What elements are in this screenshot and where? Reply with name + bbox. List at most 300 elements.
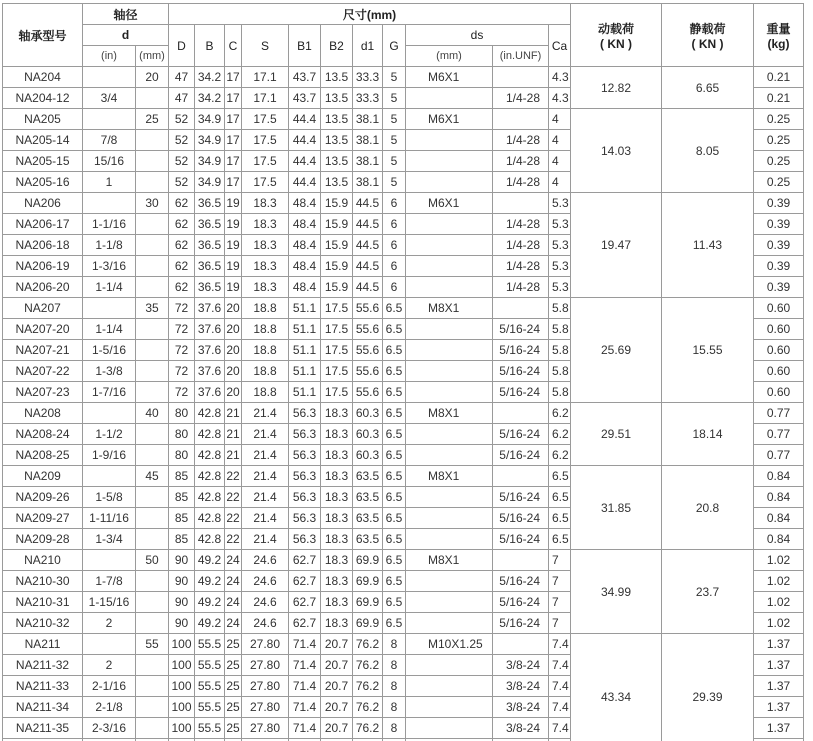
cell-ds-unf: 3/8-24 bbox=[493, 676, 549, 697]
col-C-header: C bbox=[225, 25, 242, 67]
cell-weight: 1.37 bbox=[754, 634, 804, 655]
cell-bore-mm bbox=[136, 88, 169, 109]
cell-ds-unf: 5/16-24 bbox=[493, 487, 549, 508]
cell-bore-in bbox=[83, 193, 136, 214]
cell-C: 19 bbox=[225, 277, 242, 298]
cell-D: 85 bbox=[169, 508, 195, 529]
cell-bore-mm bbox=[136, 340, 169, 361]
model-header: 轴承型号 bbox=[3, 4, 83, 67]
cell-dynamic-load: 14.03 bbox=[571, 109, 662, 193]
cell-D: 52 bbox=[169, 130, 195, 151]
cell-B1: 56.3 bbox=[289, 466, 321, 487]
cell-ds-mm bbox=[406, 529, 493, 550]
cell-B1: 56.3 bbox=[289, 403, 321, 424]
cell-ds-mm: M10X1.25 bbox=[406, 634, 493, 655]
bore-header: 轴径 bbox=[83, 4, 169, 25]
static-load-label: 静载荷 bbox=[689, 21, 726, 36]
cell-ds-unf bbox=[493, 109, 549, 130]
cell-weight: 0.25 bbox=[754, 109, 804, 130]
cell-B1: 71.4 bbox=[289, 634, 321, 655]
cell-B1: 44.4 bbox=[289, 172, 321, 193]
cell-ds-unf: 1/4-28 bbox=[493, 256, 549, 277]
cell-Ca: 5.8 bbox=[549, 361, 571, 382]
cell-bore-mm bbox=[136, 487, 169, 508]
cell-B1: 51.1 bbox=[289, 298, 321, 319]
cell-static-load: 6.65 bbox=[662, 67, 754, 109]
cell-weight: 0.39 bbox=[754, 277, 804, 298]
cell-D: 85 bbox=[169, 466, 195, 487]
cell-dynamic-load: 19.47 bbox=[571, 193, 662, 298]
cell-B2: 18.3 bbox=[321, 571, 353, 592]
cell-ds-mm bbox=[406, 319, 493, 340]
cell-D: 62 bbox=[169, 235, 195, 256]
cell-G: 6.5 bbox=[383, 361, 406, 382]
cell-ds-mm bbox=[406, 445, 493, 466]
cell-d1: 44.5 bbox=[353, 277, 383, 298]
cell-C: 24 bbox=[225, 571, 242, 592]
cell-bore-in: 1-3/4 bbox=[83, 529, 136, 550]
cell-D: 100 bbox=[169, 718, 195, 739]
ds-mm-header: (mm) bbox=[406, 46, 493, 67]
cell-model: NA205-14 bbox=[3, 130, 83, 151]
cell-d1: 38.1 bbox=[353, 151, 383, 172]
cell-ds-mm: M8X1 bbox=[406, 550, 493, 571]
cell-model: NA204 bbox=[3, 67, 83, 88]
cell-d1: 33.3 bbox=[353, 67, 383, 88]
cell-bore-mm bbox=[136, 697, 169, 718]
cell-ds-unf bbox=[493, 550, 549, 571]
cell-model: NA205-16 bbox=[3, 172, 83, 193]
cell-weight: 0.84 bbox=[754, 529, 804, 550]
cell-D: 52 bbox=[169, 151, 195, 172]
cell-C: 24 bbox=[225, 592, 242, 613]
cell-B: 42.8 bbox=[195, 424, 225, 445]
cell-model: NA206-19 bbox=[3, 256, 83, 277]
cell-bore-mm bbox=[136, 718, 169, 739]
cell-S: 17.5 bbox=[242, 130, 289, 151]
cell-B: 49.2 bbox=[195, 550, 225, 571]
col-ds-header: ds bbox=[406, 25, 549, 46]
cell-B: 36.5 bbox=[195, 214, 225, 235]
cell-G: 5 bbox=[383, 130, 406, 151]
cell-dynamic-load: 29.51 bbox=[571, 403, 662, 466]
cell-S: 18.8 bbox=[242, 382, 289, 403]
cell-weight: 0.60 bbox=[754, 340, 804, 361]
cell-Ca: 4.3 bbox=[549, 67, 571, 88]
cell-Ca: 4 bbox=[549, 151, 571, 172]
cell-C: 17 bbox=[225, 67, 242, 88]
cell-bore-in: 1-1/4 bbox=[83, 319, 136, 340]
col-B-header: B bbox=[195, 25, 225, 67]
cell-B: 55.5 bbox=[195, 634, 225, 655]
cell-C: 21 bbox=[225, 424, 242, 445]
cell-model: NA206-18 bbox=[3, 235, 83, 256]
cell-ds-mm bbox=[406, 172, 493, 193]
cell-dynamic-load: 34.99 bbox=[571, 550, 662, 634]
cell-S: 27.80 bbox=[242, 655, 289, 676]
cell-B1: 71.4 bbox=[289, 655, 321, 676]
cell-bore-mm: 30 bbox=[136, 193, 169, 214]
bearing-spec-table bbox=[2, 3, 804, 741]
cell-G: 6.5 bbox=[383, 613, 406, 634]
cell-model: NA206 bbox=[3, 193, 83, 214]
cell-weight: 0.84 bbox=[754, 508, 804, 529]
cell-G: 6.5 bbox=[383, 382, 406, 403]
cell-ds-mm: M6X1 bbox=[406, 67, 493, 88]
cell-D: 100 bbox=[169, 655, 195, 676]
cell-ds-mm bbox=[406, 571, 493, 592]
cell-S: 17.5 bbox=[242, 109, 289, 130]
cell-B: 55.5 bbox=[195, 718, 225, 739]
cell-bore-mm bbox=[136, 655, 169, 676]
cell-model: NA208-25 bbox=[3, 445, 83, 466]
cell-bore-mm: 25 bbox=[136, 109, 169, 130]
cell-bore-in: 2-1/16 bbox=[83, 676, 136, 697]
cell-D: 52 bbox=[169, 172, 195, 193]
cell-C: 21 bbox=[225, 403, 242, 424]
cell-bore-mm bbox=[136, 172, 169, 193]
cell-B: 42.8 bbox=[195, 487, 225, 508]
cell-D: 85 bbox=[169, 529, 195, 550]
cell-weight: 0.39 bbox=[754, 256, 804, 277]
cell-ds-unf bbox=[493, 466, 549, 487]
cell-ds-unf: 5/16-24 bbox=[493, 319, 549, 340]
cell-S: 21.4 bbox=[242, 424, 289, 445]
table-row bbox=[3, 634, 804, 655]
cell-static-load: 18.14 bbox=[662, 403, 754, 466]
cell-bore-mm bbox=[136, 508, 169, 529]
table-row bbox=[3, 109, 804, 130]
cell-dynamic-load: 43.34 bbox=[571, 634, 662, 741]
cell-B: 36.5 bbox=[195, 277, 225, 298]
cell-bore-in bbox=[83, 298, 136, 319]
cell-B1: 62.7 bbox=[289, 613, 321, 634]
cell-G: 8 bbox=[383, 697, 406, 718]
cell-ds-unf: 1/4-28 bbox=[493, 130, 549, 151]
cell-G: 6.5 bbox=[383, 529, 406, 550]
unit-in-header: (in) bbox=[83, 46, 136, 67]
cell-D: 80 bbox=[169, 403, 195, 424]
cell-B: 55.5 bbox=[195, 697, 225, 718]
cell-B1: 48.4 bbox=[289, 193, 321, 214]
cell-C: 19 bbox=[225, 256, 242, 277]
cell-bore-in bbox=[83, 634, 136, 655]
cell-d1: 69.9 bbox=[353, 571, 383, 592]
static-load-header bbox=[662, 4, 754, 67]
dimensions-header: 尺寸(mm) bbox=[169, 4, 571, 25]
cell-B2: 18.3 bbox=[321, 613, 353, 634]
cell-S: 27.80 bbox=[242, 697, 289, 718]
cell-ds-unf: 5/16-24 bbox=[493, 613, 549, 634]
cell-B1: 43.7 bbox=[289, 88, 321, 109]
cell-D: 72 bbox=[169, 340, 195, 361]
cell-Ca: 5.3 bbox=[549, 256, 571, 277]
cell-B2: 20.7 bbox=[321, 718, 353, 739]
cell-Ca: 7.4 bbox=[549, 634, 571, 655]
cell-D: 62 bbox=[169, 193, 195, 214]
cell-B: 36.5 bbox=[195, 235, 225, 256]
cell-weight: 1.02 bbox=[754, 571, 804, 592]
cell-C: 24 bbox=[225, 550, 242, 571]
cell-d1: 76.2 bbox=[353, 676, 383, 697]
cell-C: 20 bbox=[225, 340, 242, 361]
cell-Ca: 4.3 bbox=[549, 88, 571, 109]
cell-C: 25 bbox=[225, 718, 242, 739]
cell-bore-mm: 20 bbox=[136, 67, 169, 88]
cell-B1: 48.4 bbox=[289, 214, 321, 235]
cell-G: 5 bbox=[383, 172, 406, 193]
cell-bore-mm bbox=[136, 214, 169, 235]
d-symbol-header: d bbox=[83, 25, 169, 46]
cell-model: NA211 bbox=[3, 634, 83, 655]
cell-G: 6 bbox=[383, 277, 406, 298]
cell-bore-mm bbox=[136, 151, 169, 172]
cell-d1: 60.3 bbox=[353, 424, 383, 445]
cell-ds-unf bbox=[493, 298, 549, 319]
cell-ds-mm bbox=[406, 697, 493, 718]
cell-B2: 15.9 bbox=[321, 214, 353, 235]
cell-S: 18.8 bbox=[242, 319, 289, 340]
cell-B1: 62.7 bbox=[289, 592, 321, 613]
cell-Ca: 7 bbox=[549, 571, 571, 592]
cell-Ca: 6.2 bbox=[549, 445, 571, 466]
cell-B2: 17.5 bbox=[321, 382, 353, 403]
cell-C: 19 bbox=[225, 214, 242, 235]
cell-bore-mm bbox=[136, 277, 169, 298]
cell-G: 6.5 bbox=[383, 298, 406, 319]
cell-G: 8 bbox=[383, 634, 406, 655]
cell-ds-unf: 3/8-24 bbox=[493, 655, 549, 676]
cell-C: 20 bbox=[225, 361, 242, 382]
cell-D: 100 bbox=[169, 634, 195, 655]
cell-S: 18.8 bbox=[242, 298, 289, 319]
cell-B2: 18.3 bbox=[321, 403, 353, 424]
cell-weight: 0.77 bbox=[754, 445, 804, 466]
cell-model: NA207-21 bbox=[3, 340, 83, 361]
table-row bbox=[3, 67, 804, 88]
cell-B2: 17.5 bbox=[321, 298, 353, 319]
cell-D: 62 bbox=[169, 214, 195, 235]
cell-bore-in: 15/16 bbox=[83, 151, 136, 172]
cell-ds-mm bbox=[406, 235, 493, 256]
cell-D: 62 bbox=[169, 277, 195, 298]
cell-bore-in: 3/4 bbox=[83, 88, 136, 109]
cell-D: 100 bbox=[169, 676, 195, 697]
cell-B: 36.5 bbox=[195, 256, 225, 277]
cell-Ca: 5.8 bbox=[549, 319, 571, 340]
cell-Ca: 4 bbox=[549, 109, 571, 130]
cell-B2: 15.9 bbox=[321, 256, 353, 277]
cell-D: 72 bbox=[169, 319, 195, 340]
cell-bore-in: 7/8 bbox=[83, 130, 136, 151]
cell-d1: 55.6 bbox=[353, 319, 383, 340]
cell-B: 37.6 bbox=[195, 361, 225, 382]
cell-weight: 0.84 bbox=[754, 466, 804, 487]
cell-B1: 48.4 bbox=[289, 277, 321, 298]
cell-weight: 0.25 bbox=[754, 172, 804, 193]
cell-model: NA210-32 bbox=[3, 613, 83, 634]
cell-Ca: 6.5 bbox=[549, 529, 571, 550]
cell-B: 37.6 bbox=[195, 319, 225, 340]
cell-Ca: 7 bbox=[549, 613, 571, 634]
cell-S: 18.8 bbox=[242, 361, 289, 382]
cell-model: NA205 bbox=[3, 109, 83, 130]
cell-B: 34.2 bbox=[195, 88, 225, 109]
cell-B2: 13.5 bbox=[321, 67, 353, 88]
weight-unit: (kg) bbox=[767, 36, 790, 51]
cell-B2: 18.3 bbox=[321, 445, 353, 466]
cell-ds-mm: M8X1 bbox=[406, 466, 493, 487]
cell-Ca: 6.5 bbox=[549, 466, 571, 487]
cell-S: 18.8 bbox=[242, 340, 289, 361]
cell-D: 72 bbox=[169, 361, 195, 382]
cell-C: 19 bbox=[225, 193, 242, 214]
cell-B2: 18.3 bbox=[321, 550, 353, 571]
cell-weight: 0.60 bbox=[754, 361, 804, 382]
cell-B1: 51.1 bbox=[289, 361, 321, 382]
cell-S: 21.4 bbox=[242, 487, 289, 508]
cell-D: 80 bbox=[169, 424, 195, 445]
dynamic-load-unit: ( KN ) bbox=[600, 36, 632, 51]
cell-bore-mm: 40 bbox=[136, 403, 169, 424]
cell-model: NA207-20 bbox=[3, 319, 83, 340]
cell-S: 21.4 bbox=[242, 466, 289, 487]
cell-B: 42.8 bbox=[195, 508, 225, 529]
cell-Ca: 6.5 bbox=[549, 487, 571, 508]
cell-bore-in: 2 bbox=[83, 613, 136, 634]
cell-G: 8 bbox=[383, 718, 406, 739]
cell-d1: 63.5 bbox=[353, 466, 383, 487]
cell-d1: 63.5 bbox=[353, 508, 383, 529]
cell-ds-unf: 1/4-28 bbox=[493, 214, 549, 235]
cell-d1: 76.2 bbox=[353, 697, 383, 718]
cell-B1: 56.3 bbox=[289, 424, 321, 445]
cell-S: 21.4 bbox=[242, 403, 289, 424]
cell-d1: 60.3 bbox=[353, 445, 383, 466]
cell-bore-mm bbox=[136, 256, 169, 277]
cell-S: 17.1 bbox=[242, 67, 289, 88]
cell-static-load: 8.05 bbox=[662, 109, 754, 193]
cell-G: 6 bbox=[383, 193, 406, 214]
col-B2-header: B2 bbox=[321, 25, 353, 67]
cell-ds-unf: 1/4-28 bbox=[493, 172, 549, 193]
cell-D: 90 bbox=[169, 592, 195, 613]
cell-G: 6.5 bbox=[383, 592, 406, 613]
cell-C: 20 bbox=[225, 319, 242, 340]
cell-ds-mm bbox=[406, 130, 493, 151]
cell-S: 18.3 bbox=[242, 277, 289, 298]
cell-B2: 13.5 bbox=[321, 130, 353, 151]
cell-S: 18.3 bbox=[242, 256, 289, 277]
cell-bore-in bbox=[83, 550, 136, 571]
cell-ds-unf bbox=[493, 193, 549, 214]
cell-B1: 48.4 bbox=[289, 235, 321, 256]
cell-B1: 62.7 bbox=[289, 550, 321, 571]
cell-D: 72 bbox=[169, 298, 195, 319]
cell-bore-in: 1-3/16 bbox=[83, 256, 136, 277]
cell-bore-in: 1-7/8 bbox=[83, 571, 136, 592]
cell-Ca: 6.2 bbox=[549, 403, 571, 424]
cell-B2: 20.7 bbox=[321, 697, 353, 718]
cell-ds-unf: 5/16-24 bbox=[493, 529, 549, 550]
cell-B1: 56.3 bbox=[289, 508, 321, 529]
cell-D: 52 bbox=[169, 109, 195, 130]
cell-ds-unf: 1/4-28 bbox=[493, 88, 549, 109]
cell-B1: 62.7 bbox=[289, 571, 321, 592]
cell-B1: 56.3 bbox=[289, 529, 321, 550]
cell-ds-unf: 1/4-28 bbox=[493, 235, 549, 256]
cell-model: NA207 bbox=[3, 298, 83, 319]
cell-B2: 13.5 bbox=[321, 109, 353, 130]
cell-model: NA211-33 bbox=[3, 676, 83, 697]
cell-d1: 76.2 bbox=[353, 634, 383, 655]
cell-Ca: 4 bbox=[549, 130, 571, 151]
cell-G: 6.5 bbox=[383, 571, 406, 592]
cell-ds-mm bbox=[406, 361, 493, 382]
cell-ds-mm bbox=[406, 214, 493, 235]
cell-Ca: 7.4 bbox=[549, 676, 571, 697]
cell-ds-mm: M6X1 bbox=[406, 109, 493, 130]
cell-B2: 18.3 bbox=[321, 508, 353, 529]
cell-B1: 44.4 bbox=[289, 151, 321, 172]
cell-S: 24.6 bbox=[242, 613, 289, 634]
cell-D: 90 bbox=[169, 571, 195, 592]
cell-weight: 0.39 bbox=[754, 193, 804, 214]
cell-bore-in: 2-3/16 bbox=[83, 718, 136, 739]
cell-Ca: 5.8 bbox=[549, 340, 571, 361]
cell-S: 27.80 bbox=[242, 676, 289, 697]
cell-ds-mm bbox=[406, 655, 493, 676]
cell-ds-unf: 5/16-24 bbox=[493, 592, 549, 613]
cell-D: 47 bbox=[169, 67, 195, 88]
cell-Ca: 5.8 bbox=[549, 298, 571, 319]
cell-G: 6.5 bbox=[383, 403, 406, 424]
cell-model: NA209-26 bbox=[3, 487, 83, 508]
cell-G: 6.5 bbox=[383, 424, 406, 445]
cell-B2: 18.3 bbox=[321, 529, 353, 550]
table-row bbox=[3, 550, 804, 571]
cell-B: 37.6 bbox=[195, 298, 225, 319]
cell-weight: 0.39 bbox=[754, 235, 804, 256]
cell-Ca: 6.5 bbox=[549, 508, 571, 529]
cell-C: 22 bbox=[225, 529, 242, 550]
cell-weight: 0.21 bbox=[754, 67, 804, 88]
cell-ds-mm: M6X1 bbox=[406, 193, 493, 214]
cell-B2: 18.3 bbox=[321, 592, 353, 613]
cell-bore-in: 1-5/8 bbox=[83, 487, 136, 508]
cell-d1: 44.5 bbox=[353, 214, 383, 235]
cell-bore-mm bbox=[136, 235, 169, 256]
cell-ds-unf: 5/16-24 bbox=[493, 445, 549, 466]
cell-C: 17 bbox=[225, 151, 242, 172]
cell-Ca: 4 bbox=[549, 172, 571, 193]
weight-header bbox=[754, 4, 804, 67]
cell-ds-mm bbox=[406, 424, 493, 445]
table-row bbox=[3, 193, 804, 214]
cell-model: NA210 bbox=[3, 550, 83, 571]
cell-bore-mm bbox=[136, 361, 169, 382]
cell-d1: 55.6 bbox=[353, 340, 383, 361]
cell-C: 25 bbox=[225, 697, 242, 718]
cell-ds-mm bbox=[406, 277, 493, 298]
cell-B1: 44.4 bbox=[289, 130, 321, 151]
cell-bore-in: 1-1/8 bbox=[83, 235, 136, 256]
cell-ds-unf: 3/8-24 bbox=[493, 697, 549, 718]
cell-bore-mm bbox=[136, 445, 169, 466]
cell-C: 17 bbox=[225, 109, 242, 130]
cell-C: 25 bbox=[225, 634, 242, 655]
cell-B2: 13.5 bbox=[321, 172, 353, 193]
